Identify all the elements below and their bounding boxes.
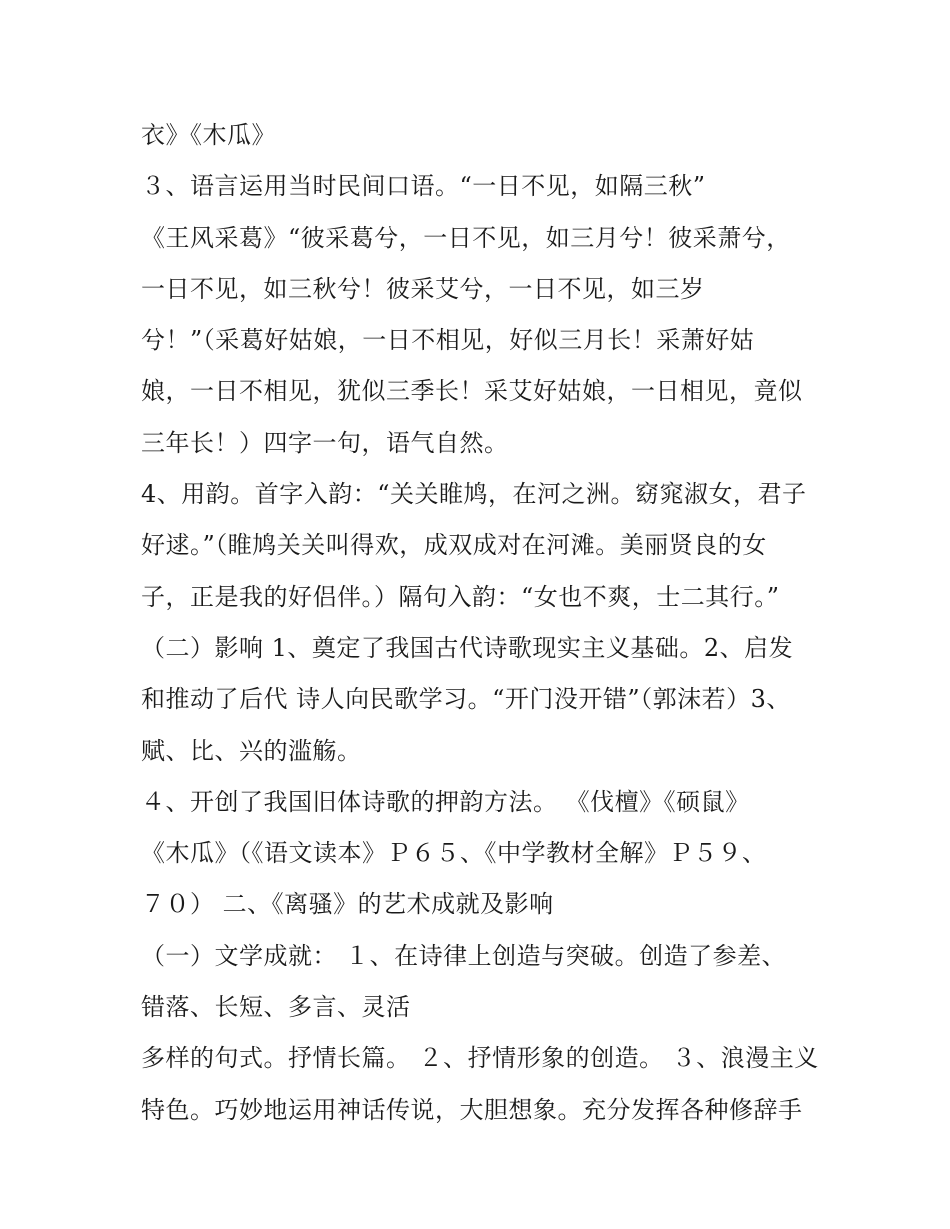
- text-line: 一日不见，如三秋兮！彼采艾兮，一日不见，如三岁: [141, 274, 705, 303]
- text-line: 好逑。”（睢鸠关关叫得欢，成双成对在河滩。美丽贤良的女: [141, 531, 767, 560]
- text-line: （二）影响 1、奠定了我国古代诗歌现实主义基础。2、启发: [141, 633, 794, 662]
- text-line: 多样的句式。抒情长篇。 ２、抒情形象的创造。 ３、浪漫主义: [141, 1044, 819, 1073]
- text-line: 错落、长短、多言、灵活: [141, 993, 411, 1022]
- text-line: 衣》《木瓜》: [141, 121, 276, 149]
- text-line: 娘，一日不相见，犹似三季长！采艾好姑娘，一日相见，竟似: [141, 377, 803, 406]
- text-line: 三年长！）四字一句，语气自然。: [141, 428, 509, 457]
- text-line: ４、开创了我国旧体诗歌的押韵方法。 《伐檀》《硕鼠》: [141, 787, 750, 816]
- text-line: 4、用韵。首字入韵：“关关睢鸠，在河之洲。窈窕淑女，君子: [141, 480, 807, 509]
- text-line: 《王风采葛》“彼采葛兮，一日不见，如三月兮！彼采萧兮，: [141, 223, 791, 252]
- text-line: （一）文学成就： １、在诗律上创造与突破。创造了参差、: [141, 941, 787, 970]
- text-line: 兮！”（采葛好姑娘，一日不相见，好似三月长！采萧好姑: [141, 326, 755, 355]
- text-line: 和推动了后代 诗人向民歌学习。“开门没开错”（郭沫若）3、: [141, 685, 791, 714]
- text-line: ７０） 二、《离骚》的艺术成就及影响: [141, 890, 554, 919]
- text-line: 《木瓜》（《语文读本》Ｐ６５、《中学教材全解》Ｐ５９、: [141, 839, 767, 868]
- text-line: 赋、比、兴的滥觞。: [141, 736, 362, 765]
- document-body: [141, 110, 831, 1136]
- text-line: ３、语言运用当时民间口语。“一日不见，如隔三秋”: [141, 172, 706, 201]
- text-line: 子，正是我的好侣伴。）隔句入韵：“女也不爽，士二其行。”: [141, 582, 780, 611]
- text-line: 特色。巧妙地运用神话传说，大胆想象。充分发挥各种修辞手: [141, 1095, 803, 1124]
